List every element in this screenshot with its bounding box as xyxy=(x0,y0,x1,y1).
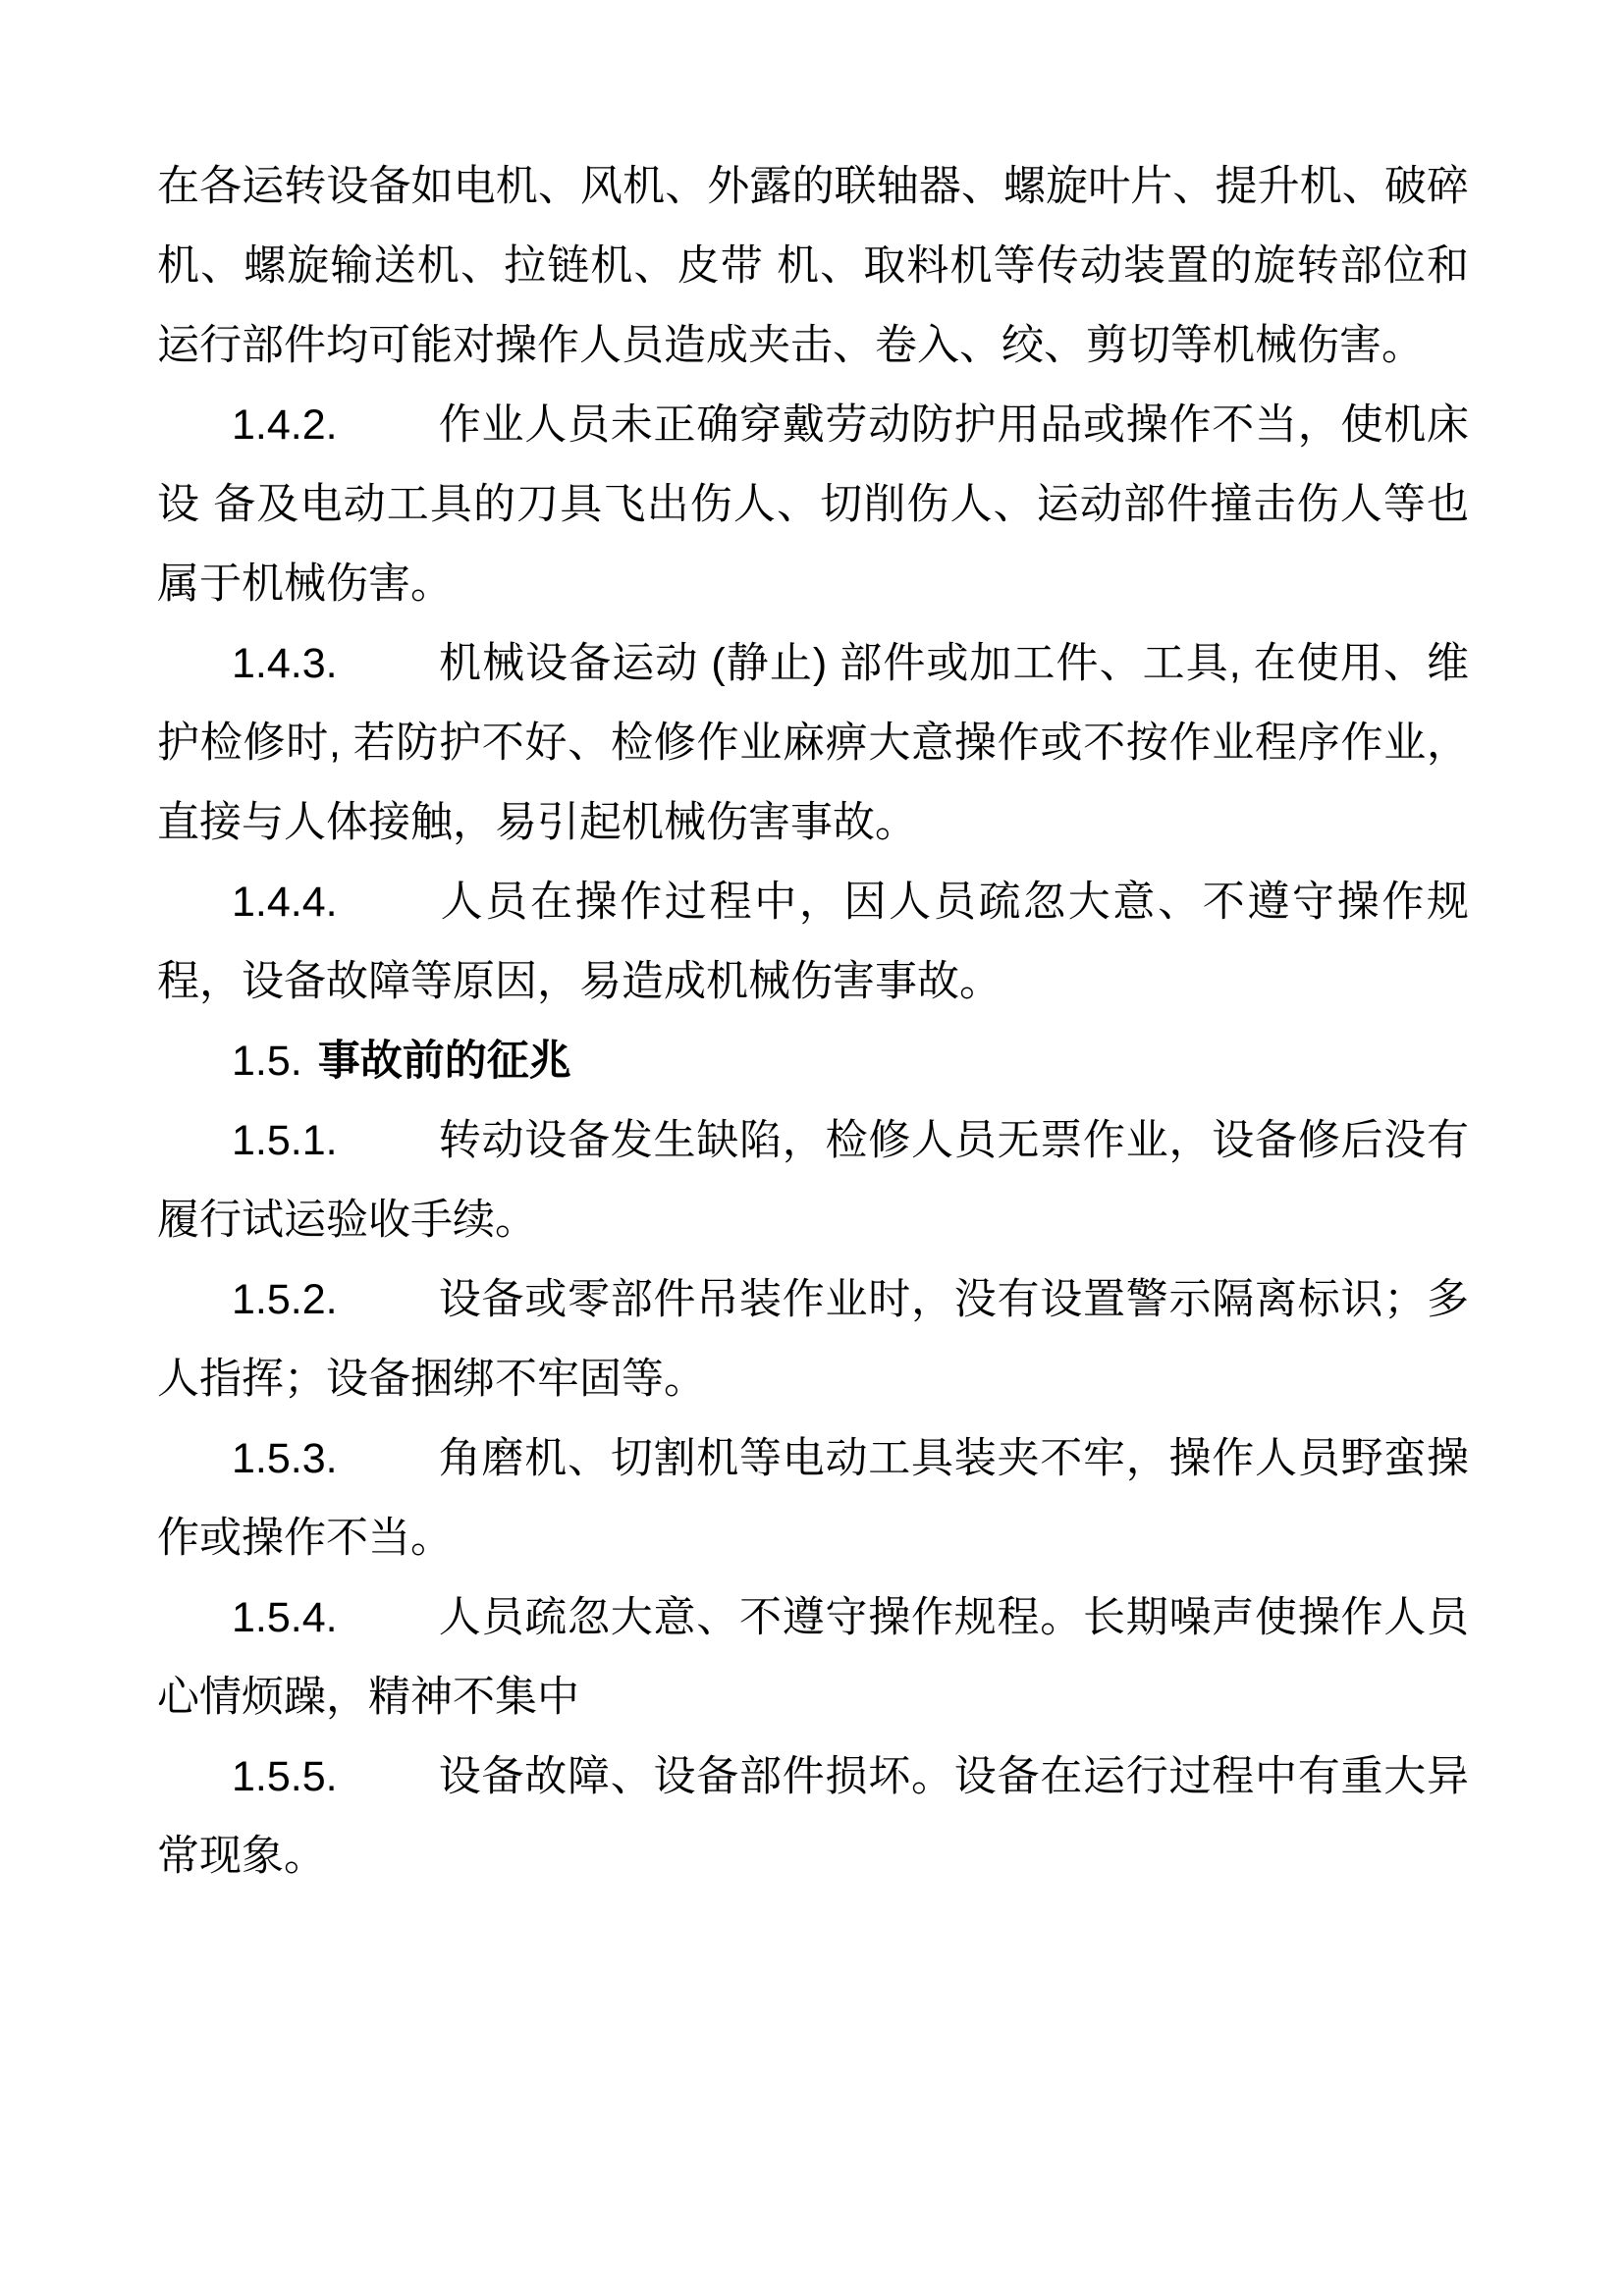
item-1-4-2 xyxy=(157,386,1469,624)
item-1-4-2-text: 作业人员未正确穿戴劳动防护用品或操作不当，使机床设 备及电动工具的刀具飞出伤人、切削伤人、运动部件撞击伤人等也属于机械伤害。 xyxy=(157,401,1469,608)
item-1-5-3-number: 1.5.3. xyxy=(232,1435,338,1482)
paragraph-1-4-1-continuation: 在各运转设备如电机、风机、外露的联轴器、螺旋叶片、提升机、破碎机、螺旋输送机、拉链机、皮带 机、取料机等传动装置的旋转部位和运行部件均可能对操作人员造成夹击、卷入、绞、剪切等机械伤害。 xyxy=(157,163,1469,369)
item-1-5-2-text: 设备或零部件吊装作业时，没有设置警示隔离标识；多人指挥；设备捆绑不牢固等。 xyxy=(157,1276,1469,1403)
item-1-4-3-text: 机械设备运动 (静止) 部件或加工件、工具, 在使用、维护检修时, 若防护不好、检修作业麻痹大意操作或不按作业程序作业，直接与人体接触，易引起机械伤害事故。 xyxy=(157,640,1469,846)
item-1-4-4-text: 人员在操作过程中，因人员疏忽大意、不遵守操作规程，设备故障等原因，易造成机械伤害事故。 xyxy=(157,879,1469,1005)
item-1-5-4 xyxy=(157,1578,1469,1737)
item-1-5-3 xyxy=(157,1419,1469,1578)
item-1-5-4-text: 人员疏忽大意、不遵守操作规程。长期噪声使操作人员心情烦躁，精神不集中 xyxy=(157,1594,1469,1721)
item-1-5-1 xyxy=(157,1101,1469,1260)
item-1-5-2 xyxy=(157,1260,1469,1419)
document-body xyxy=(157,147,1469,1896)
item-1-5-1-text: 转动设备发生缺陷，检修人员无票作业，设备修后没有履行试运验收手续。 xyxy=(157,1117,1469,1244)
item-1-5-4-number: 1.5.4. xyxy=(232,1594,338,1641)
item-1-5-5-text: 设备故障、设备部件损坏。设备在运行过程中有重大异常现象。 xyxy=(157,1753,1469,1880)
heading-1-5-number: 1.5. xyxy=(232,1038,302,1085)
item-1-5-5 xyxy=(157,1737,1469,1896)
item-1-4-3 xyxy=(157,624,1469,863)
heading-1-5 xyxy=(157,1022,1469,1101)
item-1-4-2-number: 1.4.2. xyxy=(232,401,338,449)
item-1-5-1-number: 1.5.1. xyxy=(232,1117,338,1164)
heading-1-5-text: 事故前的征兆 xyxy=(317,1038,571,1085)
item-1-4-4 xyxy=(157,863,1469,1022)
item-1-4-3-number: 1.4.3. xyxy=(232,640,338,687)
item-1-5-3-text: 角磨机、切割机等电动工具装夹不牢，操作人员野蛮操作或操作不当。 xyxy=(157,1435,1469,1562)
item-1-5-5-number: 1.5.5. xyxy=(232,1753,338,1800)
item-1-5-2-number: 1.5.2. xyxy=(232,1276,338,1323)
item-1-4-4-number: 1.4.4. xyxy=(232,879,338,926)
